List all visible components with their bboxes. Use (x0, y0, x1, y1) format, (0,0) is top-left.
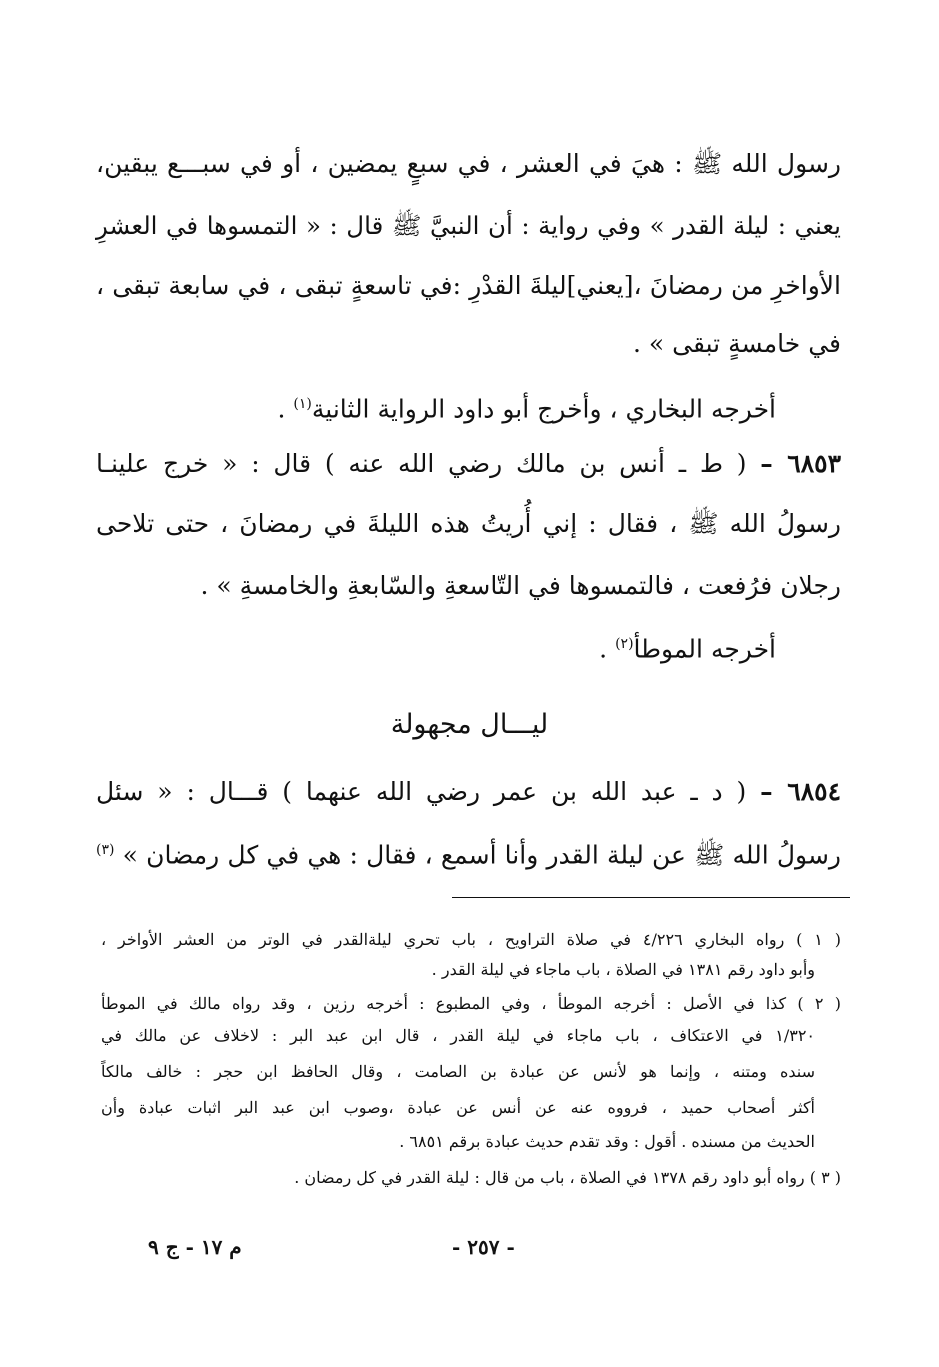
hadith-6852-line-4: في خامسةٍ تبقى » . (633, 329, 841, 358)
hadith-6852-line-1: رسول الله ﷺ : هيَ في العشر ، في سبعٍ يمضين ، أو في سبـــع يبقين، (96, 149, 841, 178)
footnote-divider (452, 897, 850, 898)
footnote-2-line-2: ١/٣٢٠ في الاعتكاف ، باب ماجاء في ليلة القدر ، قال ابن عبد البر : لاخلاف عن مالك في (101, 1026, 815, 1045)
footnote-1-line-1: ( ١ ) رواه البخاري ٤/٢٢٦ في صلاة التراويح ، باب تحري ليلةالقدر في الوتر من العشر الأواخر ، (101, 930, 842, 949)
hadith-6852-line-3: الأواخرِ من رمضانَ ،[يعني]ليلةَ القدْرِ :في تاسعةٍ تبقى ، في سابعة تبقى ، (96, 271, 841, 300)
footnote-ref-1: (١) (293, 396, 312, 412)
source-text: أخرجه الموطأ (633, 634, 776, 664)
hadith-6853-heading (96, 444, 841, 484)
hadith-number: ٦٨٥٣ – (760, 449, 841, 478)
hadith-6854-heading (96, 772, 841, 812)
hadith-6853-source: أخرجه الموطأ$^{(٢)}$ . (599, 634, 776, 664)
footnote-ref-2: (٢) (615, 636, 634, 652)
hadith-6854-line-1 (96, 830, 841, 875)
footnote-2-line-4: أكثر أصحاب حميد ، فرووه عنه عن أنس عن عبادة ،وصوب ابن عبد البر اثبات عبادة وأن (101, 1098, 815, 1117)
footnote-2-line-1: ( ٢ ) كذا في الأصل : أخرجه الموطأ ، وفي المطبوع : أخرجه رزين ، وقد رواه مالك في الموطأ (101, 994, 842, 1013)
hadith-text: رسولُ الله ﷺ عن ليلة القدر وأنا أسمع ، فقال : هي في كل رمضان » (122, 840, 841, 870)
page-number: - ٢٥٧ - (452, 1235, 515, 1259)
footnote-2-line-3: سنده ومتنه ، وإنما هو لأنس عن عبادة بن الصامت ، وقال الحافظ ابن حجر : خالف مالكاً (101, 1062, 815, 1081)
hadith-6852-source: أخرجه البخاري ، وأخرج أبو داود الرواية الثانية$^{(١)}$ . (277, 394, 776, 424)
hadith-number: ٦٨٥٤ – (760, 777, 841, 806)
section-title: ليـــال مجهولة (390, 709, 549, 740)
hadith-narrator: ( د ـ عبد الله بن عمر رضي الله عنهما ) قـــال : « سئل (96, 777, 747, 806)
hadith-6853-line-2: رجلان فرُفعت ، فالتمسوها في التّاسعةِ والسّابعةِ والخامسةِ » . (200, 571, 841, 600)
footnote-1-line-2: وأبو داود رقم ١٣٨١ في الصلاة ، باب ماجاء في ليلة القدر . (431, 960, 815, 979)
source-text: أخرجه البخاري ، وأخرج أبو داود الرواية الثانية (311, 394, 776, 424)
signature-mark: م ١٧ - ج ٩ (148, 1235, 242, 1259)
hadith-6853-line-1: رسولُ الله ﷺ ، فقال : إني أُريتُ هذه الليلةَ في رمضانَ ، حتى تلاحى (96, 509, 841, 538)
hadith-narrator: ( ط ـ أنس بن مالك رضي الله عنه ) قال : « خرج علينـا (96, 449, 747, 478)
footnote-ref-3: (٣) (96, 842, 115, 858)
footnote-2-line-5: الحديث من مسنده . أقول : وقد تقدم حديث عبادة برقم ٦٨٥١ . (399, 1132, 815, 1151)
hadith-6852-line-2: يعني : ليلة القدر » وفي رواية : أن النبيَّ ﷺ قال : « التمسوها في العشرِ (96, 211, 841, 240)
footnote-3-line-1: ( ٣ ) رواه أبو داود رقم ١٣٧٨ في الصلاة ، باب من قال : ليلة القدر في كل رمضان . (294, 1168, 841, 1187)
